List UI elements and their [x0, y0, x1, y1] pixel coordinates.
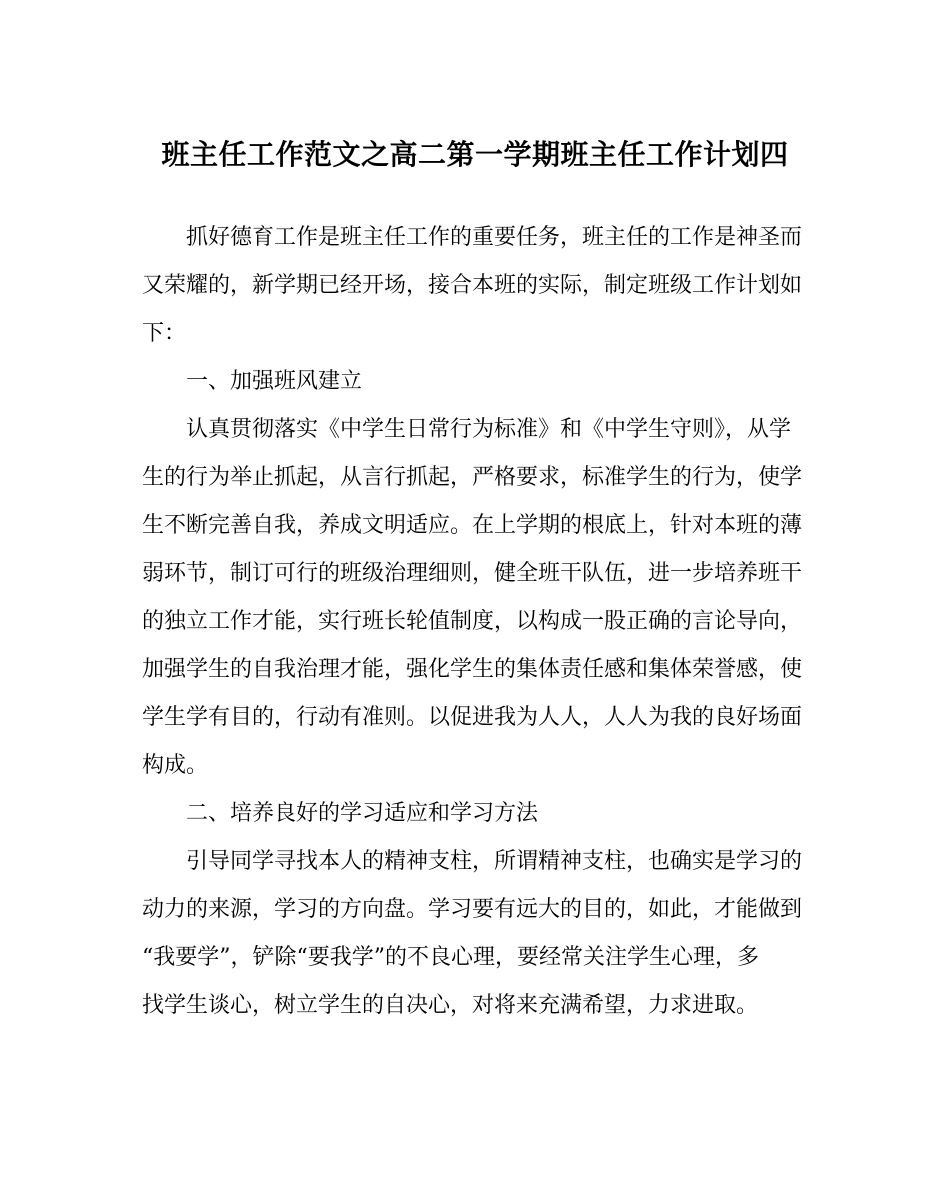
section-heading: 二、培养良好的学习适应和学习方法: [186, 801, 539, 826]
paragraph-line: 学生学有目的，行动有准则。以促进我为人人，人人为我的良好场面: [142, 705, 803, 730]
document-title: 班主任工作范文之高二第一学期班主任工作计划四: [161, 138, 789, 171]
paragraph-line: 又荣耀的，新学期已经开场，接合本班的实际，制定班级工作计划如: [142, 273, 803, 298]
paragraph-line: 认真贯彻落实《中学生日常行为标准》和《中学生守则》，从学: [186, 417, 792, 442]
paragraph-line: “我要学”，铲除“要我学”的不良心理，要经常关注学生心理，多: [142, 945, 759, 970]
paragraph-line: 的独立工作才能，实行班长轮值制度，以构成一股正确的言论导向，: [142, 609, 803, 634]
paragraph-line: 弱环节，制订可行的班级治理细则，健全班干队伍，进一步培养班干: [142, 561, 803, 586]
paragraph-line: 引导同学寻找本人的精神支柱，所谓精神支柱，也确实是学习的: [186, 849, 803, 874]
paragraph-line: 抓好德育工作是班主任工作的重要任务，班主任的工作是神圣而: [186, 225, 803, 250]
paragraph-line: 生的行为举止抓起，从言行抓起，严格要求，标准学生的行为，使学: [142, 465, 803, 490]
paragraph-line: 下：: [142, 321, 187, 346]
section-heading: 一、加强班风建立: [186, 369, 363, 394]
paragraph-line: 找学生谈心，树立学生的自决心，对将来充满希望，力求进取。: [142, 993, 759, 1018]
paragraph-line: 加强学生的自我治理才能，强化学生的集体责任感和集体荣誉感，使: [142, 657, 803, 682]
paragraph-line: 构成。: [142, 753, 209, 778]
paragraph-line: 动力的来源，学习的方向盘。学习要有远大的目的，如此，才能做到: [142, 897, 803, 922]
paragraph-line: 生不断完善自我，养成文明适应。在上学期的根底上，针对本班的薄: [142, 513, 803, 538]
